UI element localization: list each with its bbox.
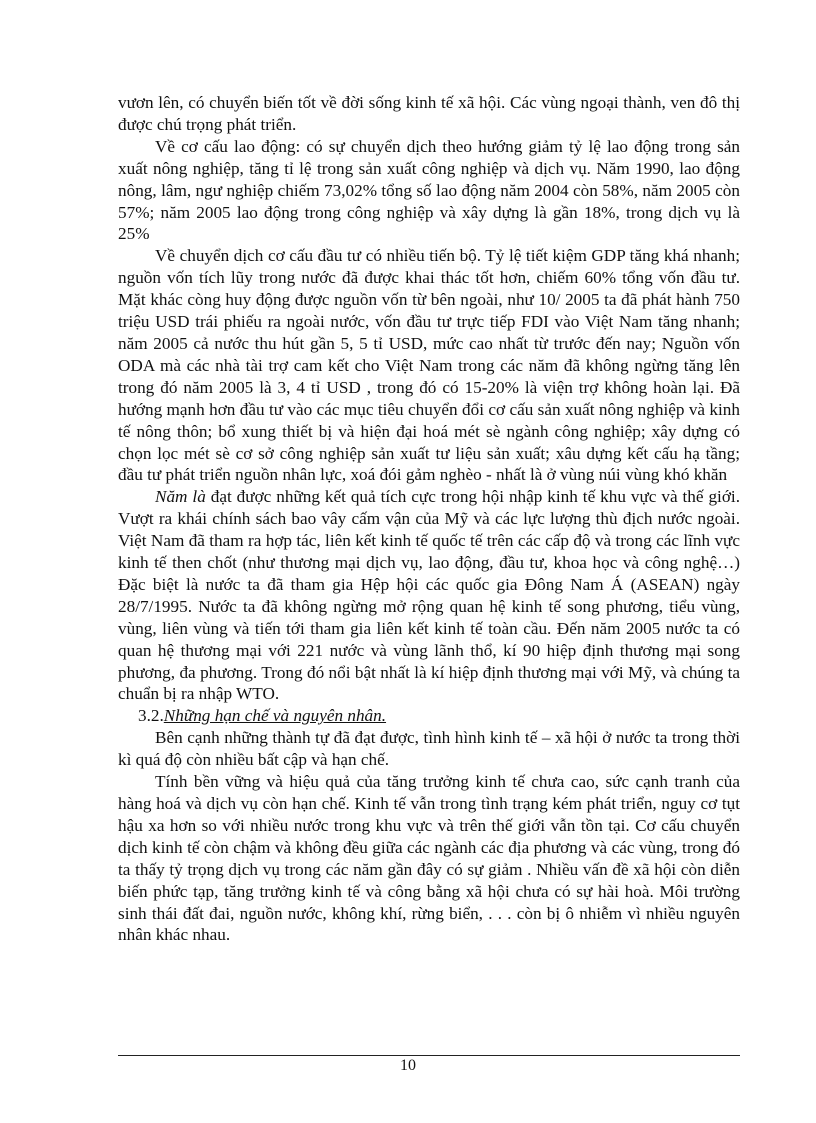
paragraph-4 [118, 486, 740, 705]
section-heading [118, 705, 740, 727]
section-title: Những hạn chế và nguyên nhân. [163, 706, 387, 726]
paragraph-6: Tính bền vững và hiệu quả của tăng trưởng kinh tế chưa cao, sức cạnh tranh của hàng hoá và dịch vụ còn hạn chế. Kinh tế vẫn trong tình trạng kém phát triển, nguy cơ tụt hậu xa hơn so với nhiều nước trong khu vực và trên thế giới vẫn tồn tại. Cơ cấu chuyển dịch kinh tế còn chậm và không đều giữa các ngành các địa phương và các vùng, trong đó ta thấy tỷ trọng dịch vụ trong các năm gần đây có sự giảm . Nhiều vấn đề xã hội còn diễn biến phức tạp, tăng trưởng kinh tế và công bằng xã hội chưa có sự hài hoà. Môi trường sinh thái đất đai, nguồn nước, không khí, rừng biển, . . . còn bị ô nhiễm vì nhiều nguyên nhân khác nhau. [118, 772, 740, 945]
paragraph-1: vươn lên, có chuyển biến tốt về đời sống kinh tế xã hội. Các vùng ngoại thành, ven đô thị được chú trọng phát triển. [118, 93, 740, 134]
paragraph-2: Về cơ cấu lao động: có sự chuyển dịch theo hướng giảm tỷ lệ lao động trong sản xuất nông nghiệp, tăng tỉ lệ trong sản xuất công nghiệp và dịch vụ. Năm 1990, lao động nông, lâm, ngư nghiệp chiếm 73,02% tổng số lao động năm 2004 còn 58%, năm 2005 còn 57%; năm 2005 lao động trong công nghiệp và xây dựng là gần 18%, trong dịch vụ là 25% [118, 136, 740, 244]
paragraph-3: Về chuyển dịch cơ cấu đầu tư có nhiều tiến bộ. Tỷ lệ tiết kiệm GDP tăng khá nhanh; nguồn vốn tích lũy trong nước đã được khai thác tốt hơn, chiếm 60% tổng vốn đầu tư. Mặt khác còng huy động được nguồn vốn từ bên ngoài, như 10/ 2005 ta đã phát hành 750 triệu USD trái phiếu ra ngoài nước, vốn đầu tư trực tiếp FDI vào Việt Nam tăng nhanh; năm 2005 cả nước thu hút gần 5, 5 tỉ USD, mức cao nhất từ trước đến nay; Nguồn vốn ODA mà các nhà tài trợ cam kết cho Việt Nam trong các năm đã không ngừng tăng lên trong đó năm 2005 là 3, 4 tỉ USD , trong đó có 15-20% là viện trợ không hoàn lại. Đã hướng mạnh hơn đầu tư vào các mục tiêu chuyển đổi cơ cấu sản xuất nông nghiệp và kinh tế nông thôn; bổ xung thiết bị và hiện đại hoá mét sè ngành công nghiệp; xây dựng có chọn lọc mét sè cơ sở công nghiệp sản xuất tư liệu sản xuất; xâu dựng kết cấu hạ tầng; đầu tư phát triển nguồn nhân lực, xoá đói gảm nghèo - nhất là ở vùng núi vùng khó khăn [118, 246, 740, 485]
paragraph-4-lead: Năm là [155, 487, 206, 507]
footer-divider [118, 1055, 740, 1056]
document-body [118, 92, 740, 946]
paragraph-5: Bên cạnh những thành tự đã đạt được, tình hình kinh tế – xã hội ở nước ta trong thời kì quá độ còn nhiều bất cập và hạn chế. [118, 728, 740, 770]
page-number: 10 [400, 1057, 416, 1074]
section-number: 3.2. [138, 706, 164, 726]
paragraph-4-text: đạt được những kết quả tích cực trong hội nhập kinh tế khu vực và thế giới. Vượt ra khái chính sách bao vây cấm vận của Mỹ và các lực lượng thù địch nước ngoài. Việt Nam đã tham ra hợp tác, liên kết kinh tế quốc tế trên các cấp độ và trong các lĩnh vực kinh tế then chốt (như thương mại dịch vụ, lao động, đầu tư, khoa học và công nghệ…) Đặc biệt là nước ta đã tham gia Hệp hội các quốc gia Đông Nam Á (ASEAN) ngày 28/7/1995. Nước ta đã không ngừng mở rộng quan hệ kinh tế song phương, tiểu vùng, vùng, liên vùng và tiến tới tham gia liên kết kinh tế toàn cầu. Đến năm 2005 nước ta có quan hệ thương mại với 221 nước và vùng lãnh thổ, kí 90 hiệp định thương mại song phương, đa phương. Trong đó nổi bật nhất là kí hiệp định thương mại với Mỹ, và chúng ta chuẩn bị ra nhập WTO. [118, 487, 740, 704]
